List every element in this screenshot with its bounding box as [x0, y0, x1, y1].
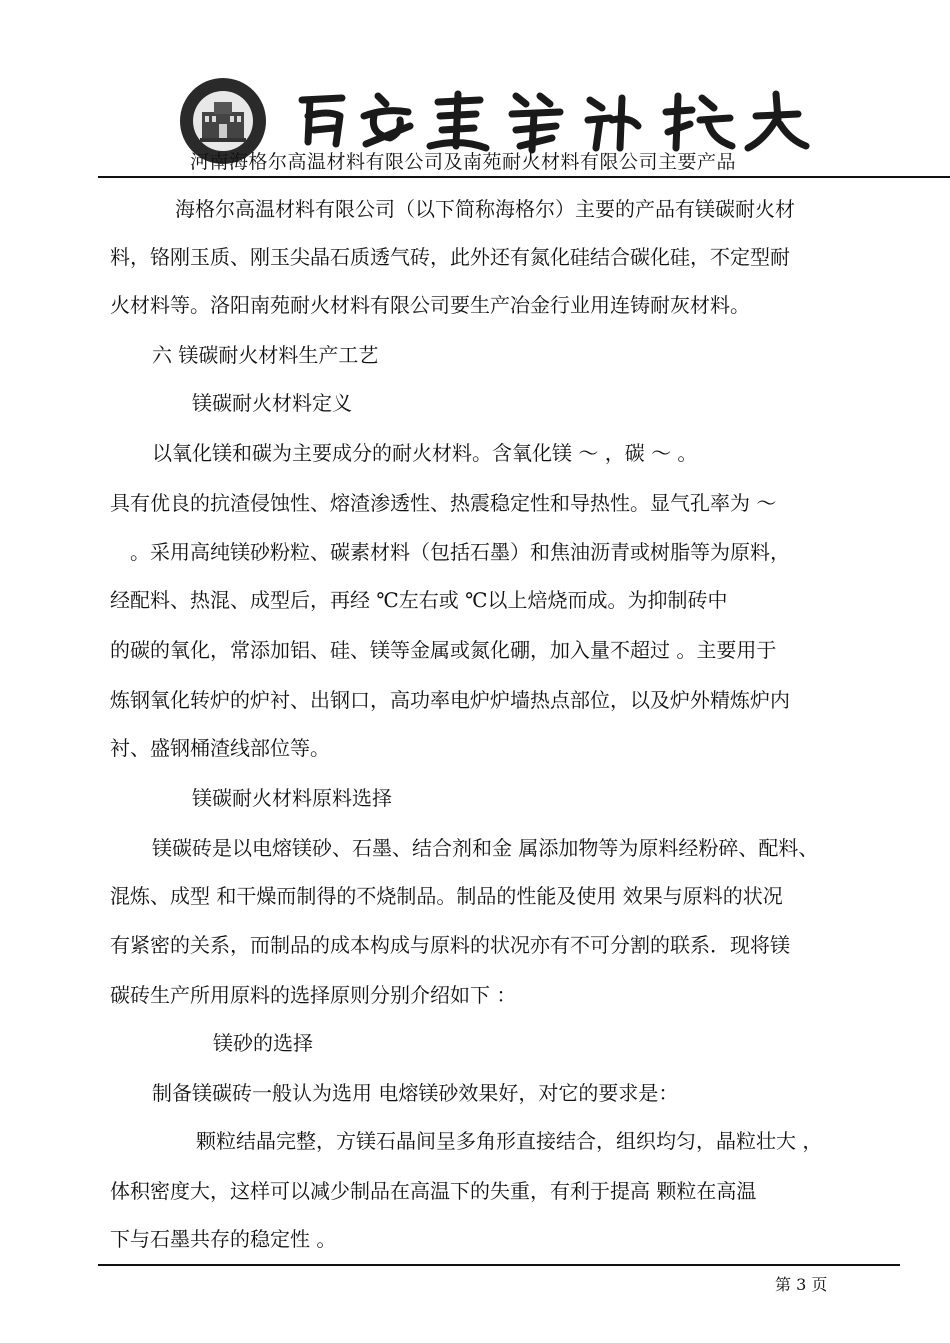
- subsection-heading: 镁砂的选择: [213, 1031, 313, 1055]
- text-line: 的碳的氧化，常添加铝、硅、镁等金属或氮化硼，加入量不超过 。主要用于: [110, 638, 777, 662]
- subsection-heading: 镁碳耐火材料定义: [192, 391, 352, 415]
- text-line: 有紧密的关系，而制品的成本构成与原料的状况亦有不可分割的联系．现将镁: [110, 933, 790, 957]
- text-line: 混炼、成型 和干燥而制得的不烧制品。制品的性能及使用 效果与原料的状况: [110, 884, 783, 908]
- header-divider: [98, 176, 950, 178]
- text-line: 具有优良的抗渣侵蚀性、熔渣渗透性、热震稳定性和导热性。显气孔率为 ～: [110, 491, 777, 515]
- text-line: 以氧化镁和碳为主要成分的耐火材料。含氧化镁 ～ ，碳 ～ 。: [152, 441, 698, 465]
- text-line: 料，铬刚玉质、刚玉尖晶石质透气砖，此外还有氮化硅结合碳化硅，不定型耐: [110, 245, 790, 269]
- text-line: 镁碳砖是以电熔镁砂、石墨、结合剂和金 属添加物等为原料经粉碎、配料、: [152, 836, 819, 860]
- text-line: 颗粒结晶完整，方镁石晶间呈多角形直接结合，组织均匀，晶粒壮大 ，: [196, 1129, 823, 1153]
- text-line: 。采用高纯镁砂粉粒、碳素材料（包括石墨）和焦油沥青或树脂等为原料，: [130, 540, 790, 564]
- subsection-heading: 镁碳耐火材料原料选择: [192, 786, 392, 810]
- text-line: 碳砖生产所用原料的选择原则分别介绍如下 ：: [110, 983, 517, 1007]
- text-line: 体积密度大，这样可以减少制品在高温下的失重，有利于提高 颗粒在高温: [110, 1179, 757, 1203]
- page-number: 第 3 页: [775, 1275, 828, 1294]
- footer-divider: [98, 1264, 900, 1266]
- text-line: 下与石墨共存的稳定性 。: [110, 1227, 337, 1251]
- text-line: 海格尔高温材料有限公司（以下简称海格尔）主要的产品有镁碳耐火材: [175, 197, 795, 221]
- text-line: 制备镁碳砖一般认为选用 电熔镁砂效果好，对它的要求是：: [152, 1081, 679, 1105]
- section-heading: 六 镁碳耐火材料生产工艺: [152, 343, 379, 367]
- document-title: 河南海格尔高温材料有限公司及南苑耐火材料有限公司主要产品: [190, 151, 737, 173]
- university-name-logo: [290, 86, 820, 156]
- text-line: 炼钢氧化转炉的炉衬、出钢口，高功率电炉炉墙热点部位，以及炉外精炼炉内: [110, 688, 790, 712]
- text-line: 经配料、热混、成型后，再经 ℃左右或 ℃以上焙烧而成。为抑制砖中: [110, 588, 728, 612]
- page-header: [0, 0, 950, 180]
- text-line: 衬、盛钢桶渣线部位等。: [110, 736, 330, 760]
- text-line: 火材料等。洛阳南苑耐火材料有限公司要生产冶金行业用连铸耐灰材料。: [110, 293, 750, 317]
